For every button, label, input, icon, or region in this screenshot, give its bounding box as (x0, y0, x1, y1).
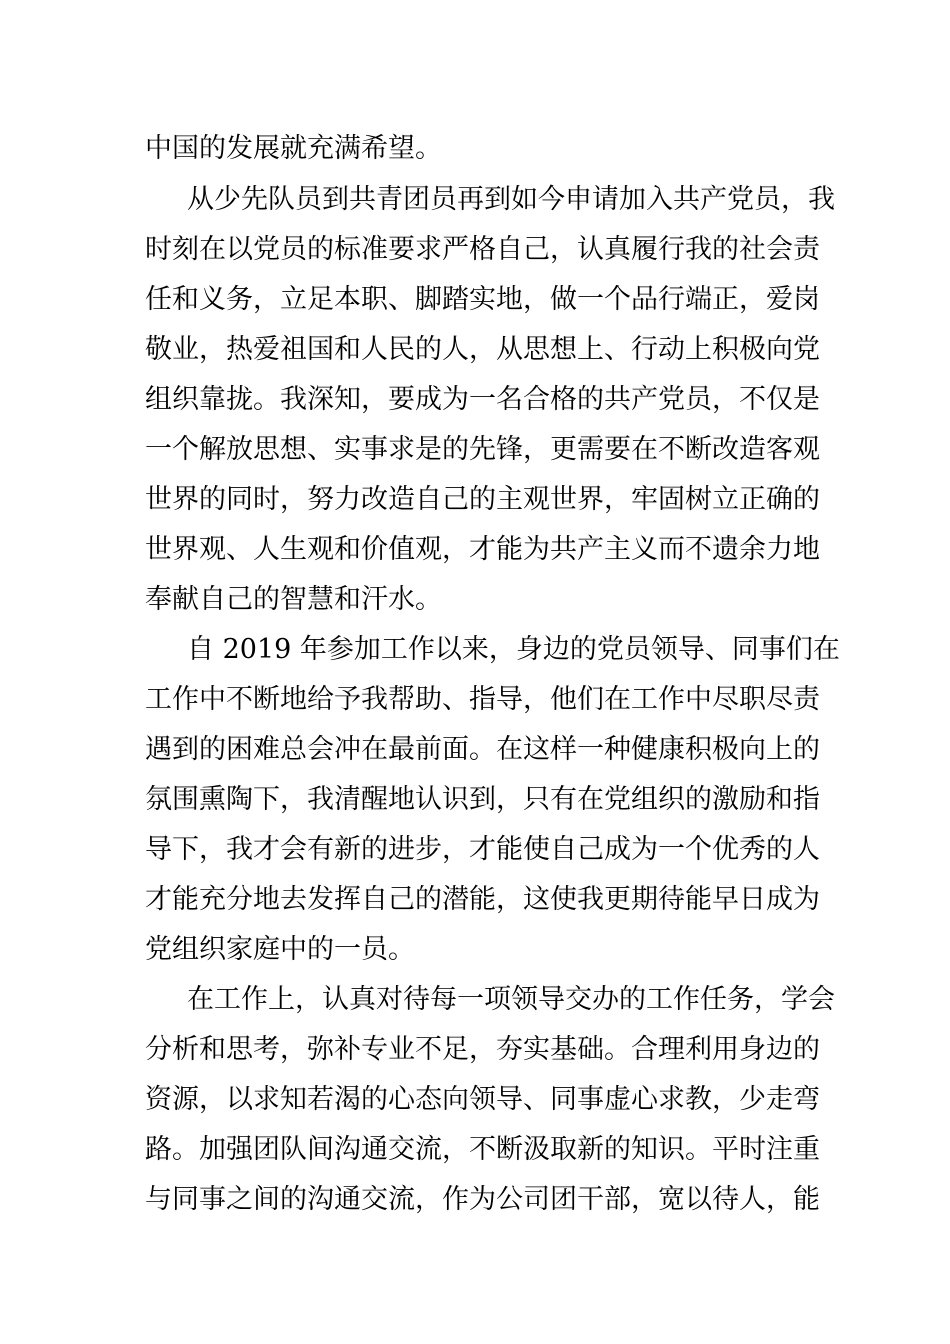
text-line: 组织靠拢。我深知，要成为一名合格的共产党员，不仅是 (145, 384, 820, 415)
text-line: 世界的同时，努力改造自己的主观世界，牢固树立正确的 (145, 484, 820, 515)
text-line: 在工作上，认真对待每一项领导交办的工作任务，学会 (187, 984, 835, 1015)
text-line: 才能充分地去发挥自己的潜能，这使我更期待能早日成为 (145, 884, 820, 915)
text-line: 分析和思考，弥补专业不足，夯实基础。合理利用身边的 (145, 1034, 820, 1065)
text-line: 自 2019 年参加工作以来，身边的党员领导、同事们在 (187, 634, 840, 665)
text-line: 中国的发展就充满希望。 (145, 133, 442, 164)
text-line: 时刻在以党员的标准要求严格自己，认真履行我的社会责 (145, 234, 820, 265)
text-line: 世界观、人生观和价值观，才能为共产主义而不遗余力地 (145, 534, 820, 565)
text-line: 一个解放思想、实事求是的先锋，更需要在不断改造客观 (145, 434, 820, 465)
text-line: 党组织家庭中的一员。 (145, 934, 415, 965)
text-line: 资源，以求知若渴的心态向领导、同事虚心求教，少走弯 (145, 1084, 820, 1115)
text-line: 路。加强团队间沟通交流，不断汲取新的知识。平时注重 (145, 1134, 820, 1165)
text-line: 从少先队员到共青团员再到如今申请加入共产党员，我 (187, 184, 835, 215)
text-line: 与同事之间的沟通交流，作为公司团干部，宽以待人，能 (145, 1184, 820, 1215)
text-line: 氛围熏陶下，我清醒地认识到，只有在党组织的激励和指 (145, 784, 820, 815)
text-line: 工作中不断地给予我帮助、指导，他们在工作中尽职尽责 (145, 684, 820, 715)
text-line: 导下，我才会有新的进步，才能使自己成为一个优秀的人 (145, 834, 820, 865)
text-line: 遇到的困难总会冲在最前面。在这样一种健康积极向上的 (145, 734, 820, 765)
text-line: 敬业，热爱祖国和人民的人，从思想上、行动上积极向党 (145, 334, 820, 365)
text-line: 任和义务，立足本职、脚踏实地，做一个品行端正，爱岗 (145, 284, 820, 315)
text-line: 奉献自己的智慧和汗水。 (145, 584, 442, 615)
